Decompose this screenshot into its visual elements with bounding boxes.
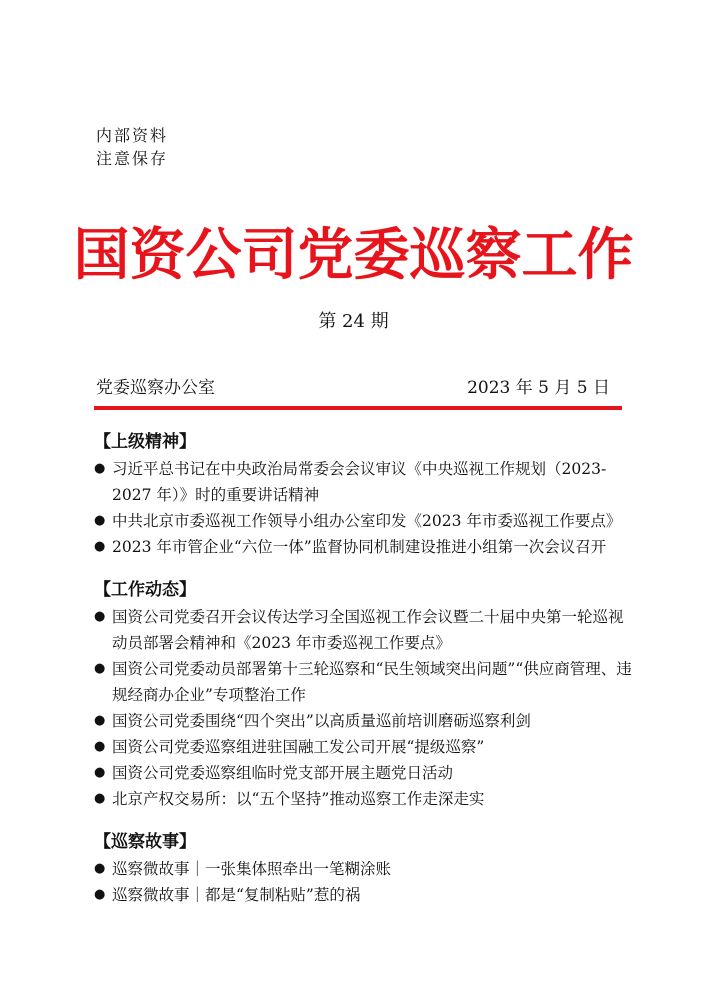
- list-item[interactable]: [94, 656, 634, 708]
- publication-meta: [96, 376, 610, 400]
- list-item[interactable]: [94, 856, 634, 882]
- bullet-icon: ●: [94, 539, 106, 554]
- section-work-updates: [94, 576, 634, 812]
- list-item[interactable]: [94, 882, 634, 908]
- list-item-text: 巡察微故事｜一张集体照牵出一笔糊涂账: [112, 860, 392, 878]
- list-item[interactable]: [94, 786, 634, 812]
- bullet-icon: ●: [94, 461, 106, 476]
- section-heading: 【工作动态】: [94, 580, 196, 600]
- bullet-icon: ●: [94, 713, 106, 728]
- bullet-icon: ●: [94, 765, 106, 780]
- bullet-icon: ●: [94, 609, 106, 624]
- bullet-icon: ●: [94, 887, 106, 902]
- list-item-text: 巡察微故事｜都是“复制粘贴”惹的祸: [112, 886, 361, 904]
- list-item[interactable]: [94, 508, 634, 534]
- bullet-icon: ●: [94, 739, 106, 754]
- bullet-icon: ●: [94, 861, 106, 876]
- distribution-notice: [96, 124, 168, 170]
- publication-date: 2023 年 5 月 5 日: [467, 378, 610, 398]
- red-divider: [94, 406, 622, 410]
- list-item[interactable]: [94, 534, 634, 560]
- list-item-text: 国资公司党委巡察组临时党支部开展主题党日活动: [112, 764, 454, 782]
- bullet-icon: ●: [94, 661, 106, 676]
- section-superior-spirit: [94, 428, 634, 560]
- list-item[interactable]: [94, 604, 634, 656]
- list-item-text: 国资公司党委巡察组进驻国融工发公司开展“提级巡察”: [112, 738, 485, 756]
- list-item-text: 中共北京市委巡视工作领导小组办公室印发《2023 年市委巡视工作要点》: [112, 512, 622, 530]
- list-item-text: 国资公司党委围绕“四个突出”以高质量巡前培训磨砺巡察利剑: [112, 712, 531, 730]
- keep-safe-label: 注意保存: [96, 149, 169, 168]
- issuing-office: 党委巡察办公室: [96, 378, 215, 398]
- section-heading: 【上级精神】: [94, 432, 196, 452]
- list-item-text: 习近平总书记在中央政治局常委会会议审议《中央巡视工作规划（2023-2027 年）》时的重要讲话精神: [112, 460, 607, 504]
- publication-title: 国资公司党委巡察工作: [73, 222, 634, 288]
- list-item-text: 国资公司党委召开会议传达学习全国巡视工作会议暨二十届中央第一轮巡视动员部署会精神和《2023 年市委巡视工作要点》: [112, 608, 624, 652]
- list-item[interactable]: [94, 708, 634, 734]
- table-of-contents: [94, 428, 634, 924]
- list-item-text: 北京产权交易所：以“五个坚持”推动巡察工作走深走实: [112, 790, 485, 808]
- list-item[interactable]: [94, 734, 634, 760]
- list-item[interactable]: [94, 760, 634, 786]
- list-item-text: 国资公司党委动员部署第十三轮巡察和“民生领域突出问题”“供应商管理、违规经商办企业”专项整治工作: [112, 660, 632, 704]
- section-inspection-stories: [94, 828, 634, 908]
- section-heading: 【巡察故事】: [94, 832, 196, 852]
- internal-material-label: 内部资料: [96, 126, 169, 145]
- bullet-icon: ●: [94, 791, 106, 806]
- bullet-icon: ●: [94, 513, 106, 528]
- list-item[interactable]: [94, 456, 634, 508]
- list-item-text: 2023 年市管企业“六位一体”监督协同机制建设推进小组第一次会议召开: [112, 538, 607, 556]
- issue-number: 第 24 期: [318, 311, 389, 332]
